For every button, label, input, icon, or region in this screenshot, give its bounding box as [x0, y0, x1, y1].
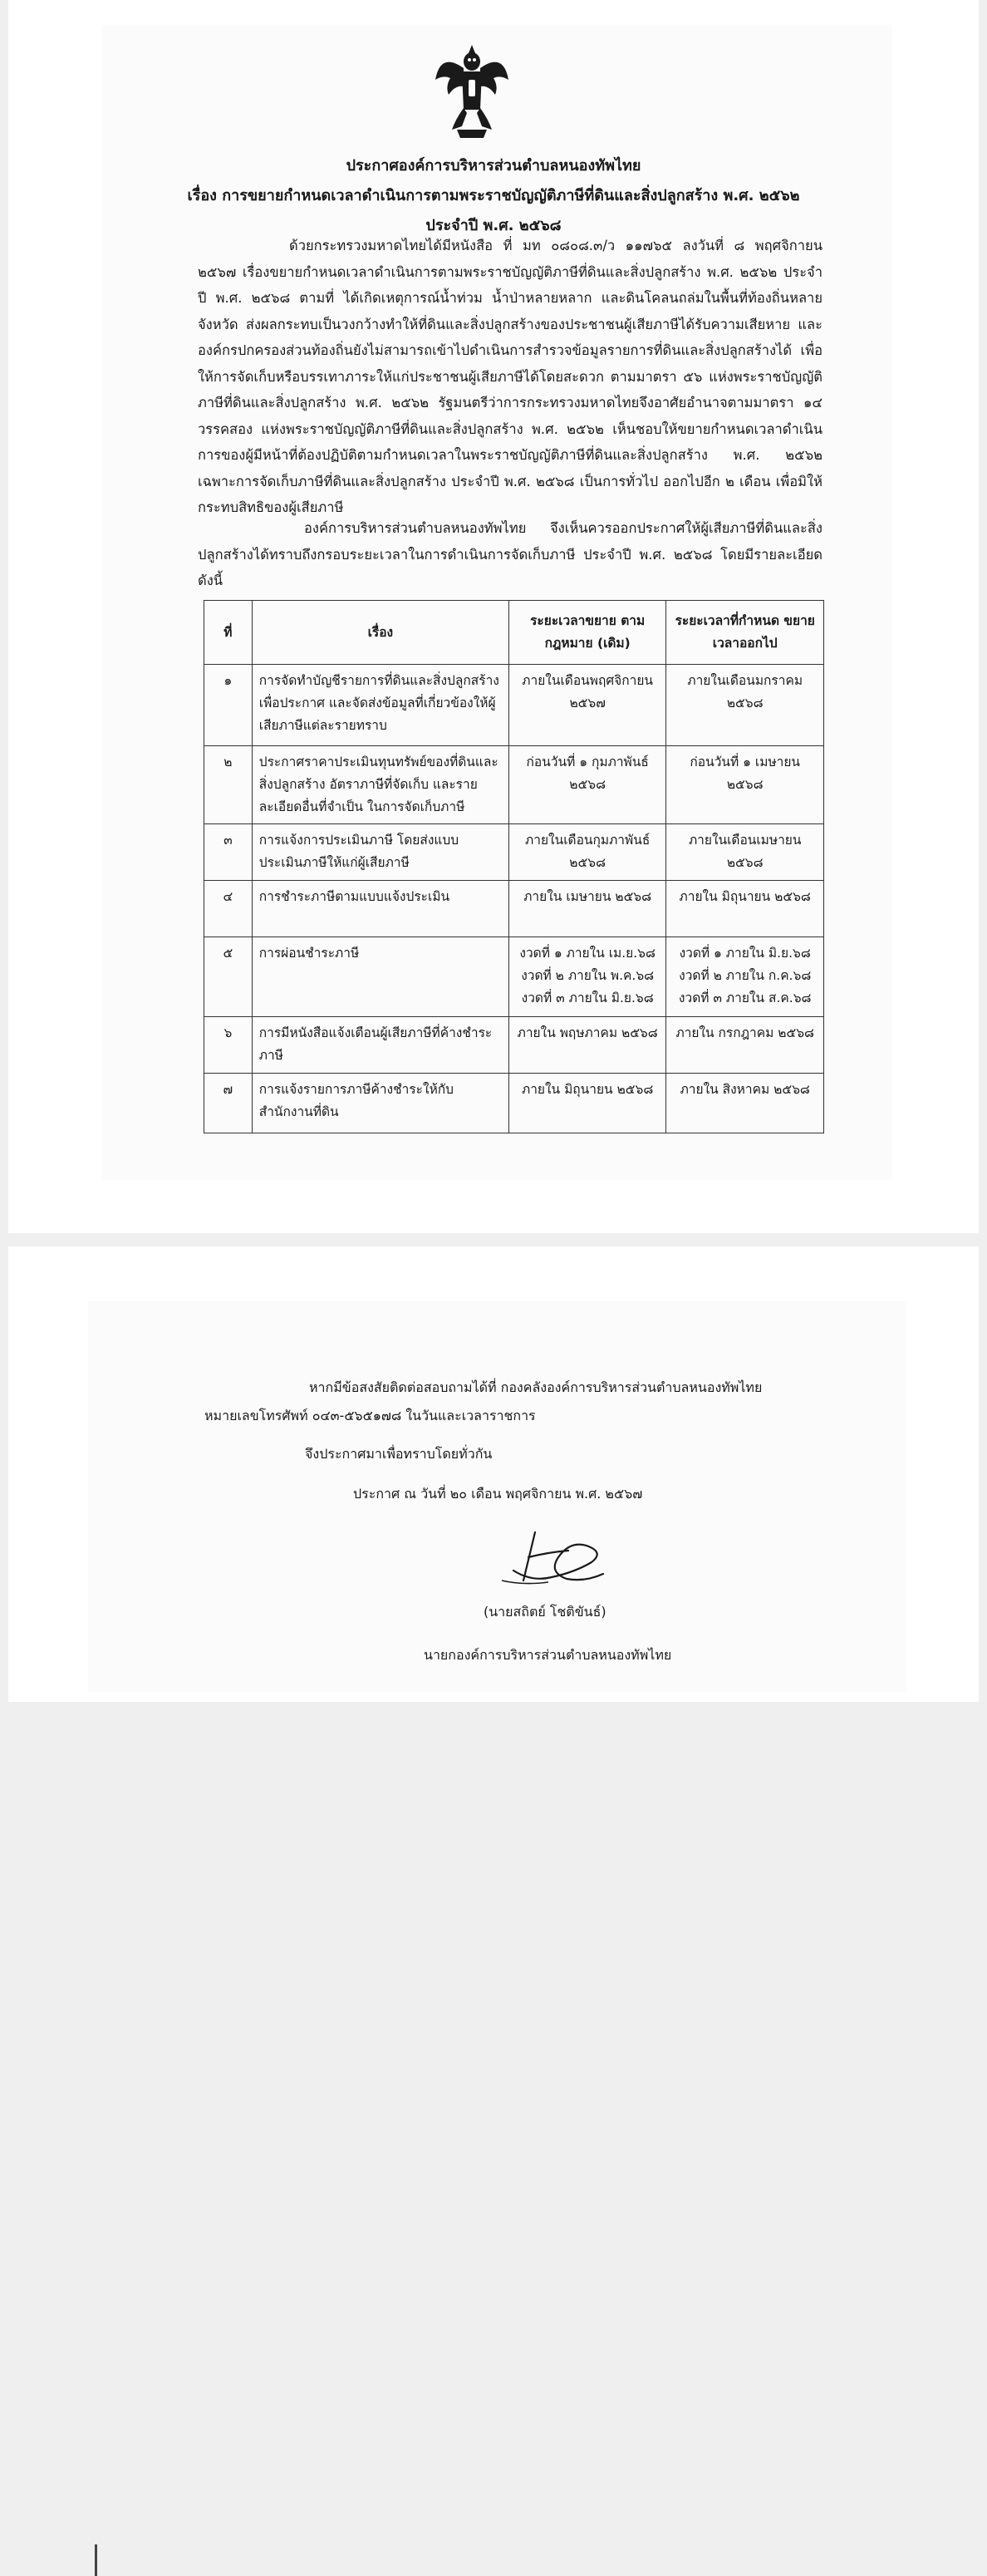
- closing-line: จึงประกาศมาเพื่อทราบโดยทั่วกัน: [305, 1446, 493, 1462]
- body-paragraph-1: ด้วยกระทรวงมหาดไทยได้มีหนังสือ ที่ มท ๐๘๐๘.๓/ว ๑๑๗๖๕ ลงวันที่ ๘ พฤศจิกายน ๒๕๖๗ เรื่องขยายกำหนดเวลาดำเนินการตามพระราชบัญญัติภาษีที่ดินและสิ่งปลูกสร้าง พ.ศ. ๒๕๖๒ ประจำปี พ.ศ. ๒๕๖๘ ตามที่ ได้เกิดเหตุการณ์น้ำท่วม น้ำป่าหลายหลาก และดินโคลนถล่มในพื้นที่ท้องถิ่นหลายจังหวัด ส่งผลกระทบเป็นวงกว้างทำให้ที่ดินและสิ่งปลูกสร้างของประชาชนผู้เสียภาษีได้รับความเสียหาย และองค์กรปกครองส่วนท้องถิ่นยังไม่สามารถเข้าไปดำเนินการสำรวจข้อมูลรายการที่ดินและสิ่งปลูกสร้างได้ เพื่อให้การจัดเก็บหรือบรรเทาภาระให้แก่ประชาชนผู้เสียภาษีได้โดยสะดวก ตามมาตรา ๕๖ แห่งพระราชบัญญัติภาษีที่ดินและสิ่งปลูกสร้าง พ.ศ. ๒๕๖๒ รัฐมนตรีว่าการกระทรวงมหาดไทยจึงอาศัยอำนาจตามมาตรา ๑๔ วรรคสอง แห่งพระราชบัญญัติภาษีที่ดินและสิ่งปลูกสร้าง พ.ศ. ๒๕๖๒ เห็นชอบให้ขยายกำหนดเวลาดำเนินการของผู้มีหน้าที่ต้องปฏิบัติตามกำหนดเวลาในพระราชบัญญัติภาษีที่ดินและสิ่งปลูกสร้าง พ.ศ. ๒๕๖๒ เฉพาะการจัดเก็บภาษีที่ดินและสิ่งปลูกสร้าง ประจำปี พ.ศ. ๒๕๖๘ เป็นการทั่วไป ออกไปอีก ๒ เดือน เพื่อมิให้กระทบสิทธิของผู้เสียภาษี: [198, 238, 822, 515]
- margin-mark: [95, 2544, 97, 2576]
- row-topic: การแจ้งการประเมินภาษี โดยส่งแบบประเมินภาษีให้แก่ผู้เสียภาษี: [252, 824, 508, 881]
- row-original-period: ภายใน เมษายน ๒๕๖๘: [508, 881, 666, 937]
- row-topic: การจัดทำบัญชีรายการที่ดินและสิ่งปลูกสร้างเพื่อประกาศ และจัดส่งข้อมูลที่เกี่ยวข้องให้ผู้เสียภาษีแต่ละรายทราบ: [252, 665, 508, 746]
- signature-icon: [498, 1527, 615, 1592]
- announcement-date: ประกาศ ณ วันที่ ๒๐ เดือน พฤศจิกายน พ.ศ. ๒๕๖๗: [353, 1486, 643, 1502]
- header-topic: เรื่อง: [252, 601, 508, 665]
- body-paragraph-2: องค์การบริหารส่วนตำบลหนองทัพไทย จึงเห็นควรออกประกาศให้ผู้เสียภาษีที่ดินและสิ่งปลูกสร้างได้ทราบถึงกรอบระยะเวลาในการดำเนินการจัดเก็บภาษี ประจำปี พ.ศ. ๒๕๖๘ โดยมีรายละเอียดดังนี้: [198, 520, 822, 588]
- table-row: [204, 1017, 824, 1074]
- document-page-1: [8, 0, 979, 1233]
- row-topic: การมีหนังสือแจ้งเตือนผู้เสียภาษีที่ค้างชำระภาษี: [252, 1017, 508, 1074]
- row-topic: การชำระภาษีตามแบบแจ้งประเมิน: [252, 881, 508, 937]
- row-extended-period: ภายใน กรกฎาคม ๒๕๖๘: [666, 1017, 824, 1074]
- table-row: [204, 746, 824, 824]
- row-extended-period: ภายใน มิถุนายน ๒๕๖๘: [666, 881, 824, 937]
- row-extended-period: ภายใน สิงหาคม ๒๕๖๘: [666, 1074, 824, 1133]
- document-page-2: [8, 1246, 979, 1702]
- row-original-period: ภายใน มิถุนายน ๒๕๖๘: [508, 1074, 666, 1133]
- row-extended-period: ภายในเดือนมกราคม ๒๕๖๘: [666, 665, 824, 746]
- row-original-period: ภายในเดือนพฤศจิกายน ๒๕๖๗: [508, 665, 666, 746]
- announcement-title: ประกาศองค์การบริหารส่วนตำบลหนองทัพไทย: [346, 157, 641, 175]
- table-row: [204, 1074, 824, 1133]
- table-row: [204, 881, 824, 937]
- row-extended-period: ก่อนวันที่ ๑ เมษายน ๒๕๖๘: [666, 746, 824, 824]
- row-original-period: งวดที่ ๑ ภายใน เม.ย.๖๘ งวดที่ ๒ ภายใน พ.ค.๖๘ งวดที่ ๓ ภายใน มิ.ย.๖๘: [508, 937, 666, 1017]
- row-number: ๓: [204, 824, 253, 881]
- row-original-period: ก่อนวันที่ ๑ กุมภาพันธ์ ๒๕๖๘: [508, 746, 666, 824]
- row-number: ๑: [204, 665, 253, 746]
- garuda-emblem-icon: [432, 43, 512, 141]
- contact-line-2: หมายเลขโทรศัพท์ ๐๔๓-๕๖๕๑๗๘ ในวันและเวลาราชการ: [204, 1408, 536, 1423]
- table-row: [204, 824, 824, 881]
- row-number: ๒: [204, 746, 253, 824]
- row-original-period: ภายใน พฤษภาคม ๒๕๖๘: [508, 1017, 666, 1074]
- row-topic: การผ่อนชำระภาษี: [252, 937, 508, 1017]
- announcement-subject: เรื่อง การขยายกำหนดเวลาดำเนินการตามพระราชบัญญัติภาษีที่ดินและสิ่งปลูกสร้าง พ.ศ. ๒๕๖๒: [187, 187, 800, 204]
- header-original-period: ระยะเวลาขยาย ตามกฎหมาย (เดิม): [508, 601, 666, 665]
- row-number: ๗: [204, 1074, 253, 1133]
- row-original-period: ภายในเดือนกุมภาพันธ์ ๒๕๖๘: [508, 824, 666, 881]
- header-no: ที่: [204, 601, 253, 665]
- contact-line-1: หากมีข้อสงสัยติดต่อสอบถามได้ที่ กองคลังองค์การบริหารส่วนตำบลหนองทัพไทย: [309, 1379, 763, 1395]
- table-header-row: [204, 601, 824, 665]
- table-row: [204, 937, 824, 1017]
- announcement-year: ประจำปี พ.ศ. ๒๕๖๘: [425, 217, 562, 234]
- signer-name: (นายสถิตย์ โชติขันธ์): [484, 1604, 606, 1620]
- row-topic: ประกาศราคาประเมินทุนทรัพย์ของที่ดินและสิ่งปลูกสร้าง อัตราภาษีที่จัดเก็บ และรายละเอียดอื่นที่จำเป็น ในการจัดเก็บภาษี: [252, 746, 508, 824]
- row-extended-period: งวดที่ ๑ ภายใน มิ.ย.๖๘ งวดที่ ๒ ภายใน ก.ค.๖๘ งวดที่ ๓ ภายใน ส.ค.๖๘: [666, 937, 824, 1017]
- signer-title: นายกองค์การบริหารส่วนตำบลหนองทัพไทย: [424, 1647, 672, 1663]
- header-extended-period: ระยะเวลาที่กำหนด ขยายเวลาออกไป: [666, 601, 824, 665]
- row-topic: การแจ้งรายการภาษีค้างชำระให้กับสำนักงานที่ดิน: [252, 1074, 508, 1133]
- row-number: ๖: [204, 1017, 253, 1074]
- row-number: ๔: [204, 881, 253, 937]
- table-row: [204, 665, 824, 746]
- row-extended-period: ภายในเดือนเมษายน ๒๕๖๘: [666, 824, 824, 881]
- schedule-table: [204, 600, 824, 1133]
- row-number: ๕: [204, 937, 253, 1017]
